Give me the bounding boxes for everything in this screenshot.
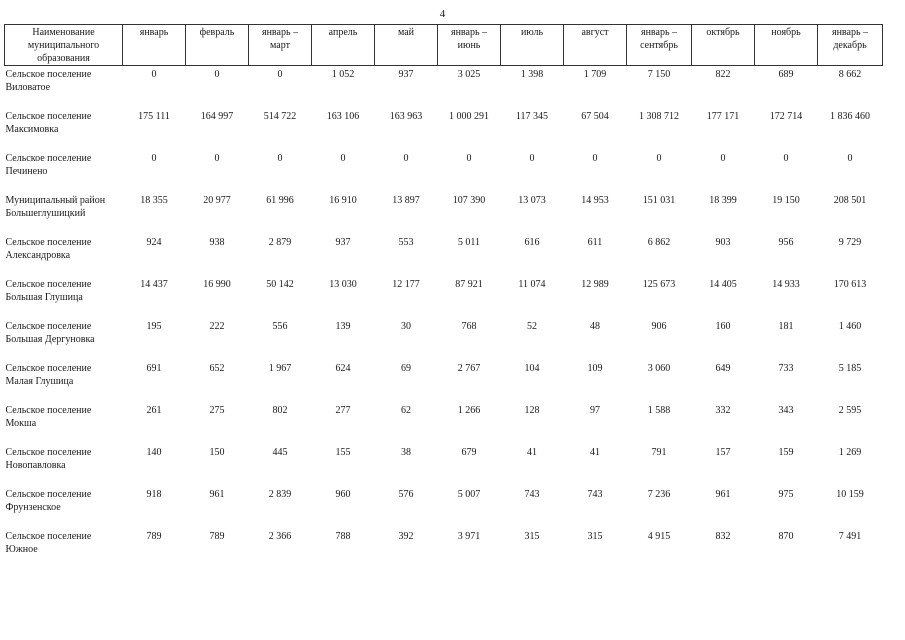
value-cell: 1 398 bbox=[520, 69, 544, 80]
value-cell: 61 996 bbox=[266, 194, 294, 206]
value-cell: 553 bbox=[398, 236, 414, 248]
value-cell: 1 000 291 bbox=[449, 110, 489, 122]
value-cell: 16 990 bbox=[203, 278, 231, 290]
table-row bbox=[5, 276, 883, 318]
value-cell: 1 709 bbox=[583, 69, 607, 80]
value-cell: 52 bbox=[527, 320, 537, 332]
value-cell: 0 bbox=[151, 152, 157, 164]
value-cell: 689 bbox=[778, 69, 794, 80]
value-cell: 6 862 bbox=[647, 236, 671, 248]
value-cell: 164 997 bbox=[200, 110, 234, 122]
value-cell: 975 bbox=[778, 488, 794, 500]
value-cell: 0 bbox=[783, 152, 789, 164]
value-cell: 3 060 bbox=[647, 362, 671, 374]
value-cell: 107 390 bbox=[452, 194, 486, 206]
value-cell: 0 bbox=[466, 152, 472, 164]
row-name-cell: Сельское поселение Большая Дергуновка bbox=[5, 320, 95, 345]
page-number: 4 bbox=[439, 8, 446, 20]
value-cell: 7 236 bbox=[647, 488, 671, 500]
value-cell: 69 bbox=[401, 362, 411, 374]
value-cell: 343 bbox=[778, 404, 794, 416]
row-name-cell: Муниципальный район Большеглушицкий bbox=[5, 194, 106, 219]
value-cell: 14 933 bbox=[772, 278, 800, 290]
value-cell: 0 bbox=[214, 152, 220, 164]
value-cell: 12 177 bbox=[392, 278, 420, 290]
value-cell: 140 bbox=[146, 446, 162, 458]
value-cell: 788 bbox=[335, 530, 351, 542]
value-cell: 611 bbox=[587, 236, 603, 248]
table-row bbox=[5, 360, 883, 402]
value-cell: 956 bbox=[778, 236, 794, 248]
value-cell: 1 266 bbox=[457, 404, 481, 416]
value-cell: 961 bbox=[209, 488, 225, 500]
value-cell: 20 977 bbox=[203, 194, 231, 206]
column-header: январь – декабрь bbox=[818, 25, 883, 66]
value-cell: 181 bbox=[778, 320, 794, 332]
value-cell: 1 460 bbox=[838, 320, 862, 332]
value-cell: 13 030 bbox=[329, 278, 357, 290]
value-cell: 151 031 bbox=[642, 194, 676, 206]
value-cell: 62 bbox=[401, 404, 411, 416]
value-cell: 14 437 bbox=[140, 278, 168, 290]
table-row bbox=[5, 486, 883, 528]
value-cell: 332 bbox=[715, 404, 731, 416]
value-cell: 163 963 bbox=[389, 110, 423, 122]
value-cell: 157 bbox=[715, 446, 731, 458]
table-row bbox=[5, 444, 883, 486]
column-header: январь – июнь bbox=[438, 25, 501, 66]
value-cell: 0 bbox=[720, 152, 726, 164]
row-name-cell: Сельское поселение Печинено bbox=[5, 152, 92, 177]
column-header: май bbox=[375, 25, 438, 66]
value-cell: 0 bbox=[277, 152, 283, 164]
value-cell: 104 bbox=[524, 362, 540, 374]
value-cell: 624 bbox=[335, 362, 351, 374]
value-cell: 743 bbox=[524, 488, 540, 500]
value-cell: 18 355 bbox=[140, 194, 168, 206]
value-cell: 18 399 bbox=[709, 194, 737, 206]
value-cell: 19 150 bbox=[772, 194, 800, 206]
value-cell: 87 921 bbox=[455, 278, 483, 290]
value-cell: 172 714 bbox=[769, 110, 803, 122]
table-row bbox=[5, 192, 883, 234]
value-cell: 13 073 bbox=[518, 194, 546, 206]
value-cell: 789 bbox=[146, 530, 162, 542]
row-name-cell: Сельское поселение Большая Глушица bbox=[5, 278, 92, 303]
table-row bbox=[5, 234, 883, 276]
value-cell: 961 bbox=[715, 488, 731, 500]
column-header: август bbox=[564, 25, 627, 66]
value-cell: 41 bbox=[527, 446, 537, 458]
value-cell: 155 bbox=[335, 446, 351, 458]
value-cell: 195 bbox=[146, 320, 162, 332]
value-cell: 7 491 bbox=[838, 530, 862, 542]
value-cell: 8 662 bbox=[838, 69, 862, 80]
value-cell: 175 111 bbox=[138, 110, 170, 122]
row-name-cell: Сельское поселение Виловатое bbox=[5, 69, 92, 93]
column-header: октябрь bbox=[692, 25, 755, 66]
value-cell: 576 bbox=[398, 488, 414, 500]
value-cell: 2 595 bbox=[838, 404, 862, 416]
row-name-cell: Сельское поселение Фрунзенское bbox=[5, 488, 92, 513]
value-cell: 556 bbox=[272, 320, 288, 332]
value-cell: 277 bbox=[335, 404, 351, 416]
value-cell: 5 007 bbox=[457, 488, 481, 500]
value-cell: 938 bbox=[209, 236, 225, 248]
value-cell: 16 910 bbox=[329, 194, 357, 206]
value-cell: 802 bbox=[272, 404, 288, 416]
row-name-cell: Сельское поселение Максимовка bbox=[5, 110, 92, 135]
value-cell: 261 bbox=[146, 404, 162, 416]
value-cell: 743 bbox=[587, 488, 603, 500]
value-cell: 1 967 bbox=[268, 362, 292, 374]
value-cell: 10 159 bbox=[836, 488, 864, 500]
value-cell: 4 915 bbox=[647, 530, 671, 542]
value-cell: 41 bbox=[590, 446, 600, 458]
value-cell: 7 150 bbox=[647, 69, 671, 80]
value-cell: 937 bbox=[398, 69, 414, 80]
value-cell: 768 bbox=[461, 320, 477, 332]
value-cell: 0 bbox=[847, 152, 853, 164]
value-cell: 514 722 bbox=[263, 110, 297, 122]
value-cell: 9 729 bbox=[838, 236, 862, 248]
value-cell: 117 345 bbox=[515, 110, 549, 122]
value-cell: 139 bbox=[335, 320, 351, 332]
value-cell: 128 bbox=[524, 404, 540, 416]
value-cell: 177 171 bbox=[706, 110, 740, 122]
value-cell: 0 bbox=[592, 152, 598, 164]
value-cell: 0 bbox=[403, 152, 409, 164]
value-cell: 170 613 bbox=[833, 278, 867, 290]
row-name-cell: Сельское поселение Мокша bbox=[5, 404, 92, 429]
value-cell: 1 269 bbox=[838, 446, 862, 458]
value-cell: 616 bbox=[524, 236, 540, 248]
value-cell: 679 bbox=[461, 446, 477, 458]
value-cell: 30 bbox=[401, 320, 411, 332]
table-header bbox=[5, 25, 883, 66]
value-cell: 97 bbox=[590, 404, 600, 416]
table-row bbox=[5, 528, 883, 570]
value-cell: 733 bbox=[778, 362, 794, 374]
value-cell: 832 bbox=[715, 530, 731, 542]
table-row bbox=[5, 108, 883, 150]
value-cell: 315 bbox=[524, 530, 540, 542]
value-cell: 208 501 bbox=[833, 194, 867, 206]
row-name-cell: Сельское поселение Малая Глушица bbox=[5, 362, 92, 387]
column-header: ноябрь bbox=[755, 25, 818, 66]
value-cell: 0 bbox=[656, 152, 662, 164]
column-header: февраль bbox=[186, 25, 249, 66]
value-cell: 2 366 bbox=[268, 530, 292, 542]
column-header: апрель bbox=[312, 25, 375, 66]
value-cell: 870 bbox=[778, 530, 794, 542]
value-cell: 2 879 bbox=[268, 236, 292, 248]
value-cell: 275 bbox=[209, 404, 225, 416]
value-cell: 2 839 bbox=[268, 488, 292, 500]
data-table bbox=[4, 24, 883, 570]
table-row bbox=[5, 150, 883, 192]
value-cell: 791 bbox=[651, 446, 667, 458]
value-cell: 1 052 bbox=[331, 69, 355, 80]
value-cell: 937 bbox=[335, 236, 351, 248]
value-cell: 789 bbox=[209, 530, 225, 542]
value-cell: 315 bbox=[587, 530, 603, 542]
value-cell: 906 bbox=[651, 320, 667, 332]
column-header: январь bbox=[123, 25, 186, 66]
column-header: январь – сентябрь bbox=[627, 25, 692, 66]
value-cell: 2 767 bbox=[457, 362, 481, 374]
value-cell: 691 bbox=[146, 362, 162, 374]
value-cell: 5 011 bbox=[457, 236, 481, 248]
value-cell: 960 bbox=[335, 488, 351, 500]
value-cell: 0 bbox=[214, 69, 220, 80]
column-header-name: Наименование муниципального образования bbox=[5, 25, 123, 66]
value-cell: 13 897 bbox=[392, 194, 420, 206]
table-row bbox=[5, 402, 883, 444]
value-cell: 14 953 bbox=[581, 194, 609, 206]
table-row bbox=[5, 318, 883, 360]
value-cell: 159 bbox=[778, 446, 794, 458]
header-row bbox=[5, 25, 883, 66]
value-cell: 0 bbox=[529, 152, 535, 164]
value-cell: 392 bbox=[398, 530, 414, 542]
value-cell: 652 bbox=[209, 362, 225, 374]
value-cell: 1 308 712 bbox=[639, 110, 679, 122]
value-cell: 109 bbox=[587, 362, 603, 374]
value-cell: 3 025 bbox=[457, 69, 481, 80]
value-cell: 3 971 bbox=[457, 530, 481, 542]
value-cell: 150 bbox=[209, 446, 225, 458]
value-cell: 822 bbox=[715, 69, 731, 80]
value-cell: 125 673 bbox=[642, 278, 676, 290]
value-cell: 67 504 bbox=[581, 110, 609, 122]
value-cell: 11 074 bbox=[518, 278, 546, 290]
value-cell: 0 bbox=[277, 69, 283, 80]
value-cell: 649 bbox=[715, 362, 731, 374]
table-row bbox=[5, 66, 883, 108]
value-cell: 918 bbox=[146, 488, 162, 500]
value-cell: 1 836 460 bbox=[830, 110, 870, 122]
value-cell: 12 989 bbox=[581, 278, 609, 290]
value-cell: 14 405 bbox=[709, 278, 737, 290]
value-cell: 48 bbox=[590, 320, 600, 332]
value-cell: 445 bbox=[272, 446, 288, 458]
value-cell: 1 588 bbox=[647, 404, 671, 416]
value-cell: 160 bbox=[715, 320, 731, 332]
value-cell: 222 bbox=[209, 320, 225, 332]
value-cell: 903 bbox=[715, 236, 731, 248]
column-header: июль bbox=[501, 25, 564, 66]
value-cell: 0 bbox=[340, 152, 346, 164]
value-cell: 163 106 bbox=[326, 110, 360, 122]
value-cell: 50 142 bbox=[266, 278, 294, 290]
value-cell: 924 bbox=[146, 236, 162, 248]
value-cell: 38 bbox=[401, 446, 411, 458]
column-header: январь – март bbox=[249, 25, 312, 66]
row-name-cell: Сельское поселение Новопавловка bbox=[5, 446, 92, 471]
row-name-cell: Сельское поселение Александровка bbox=[5, 236, 92, 261]
value-cell: 5 185 bbox=[838, 362, 862, 374]
row-name-cell: Сельское поселение Южное bbox=[5, 530, 92, 555]
table-body bbox=[5, 66, 883, 570]
value-cell: 0 bbox=[151, 69, 157, 80]
